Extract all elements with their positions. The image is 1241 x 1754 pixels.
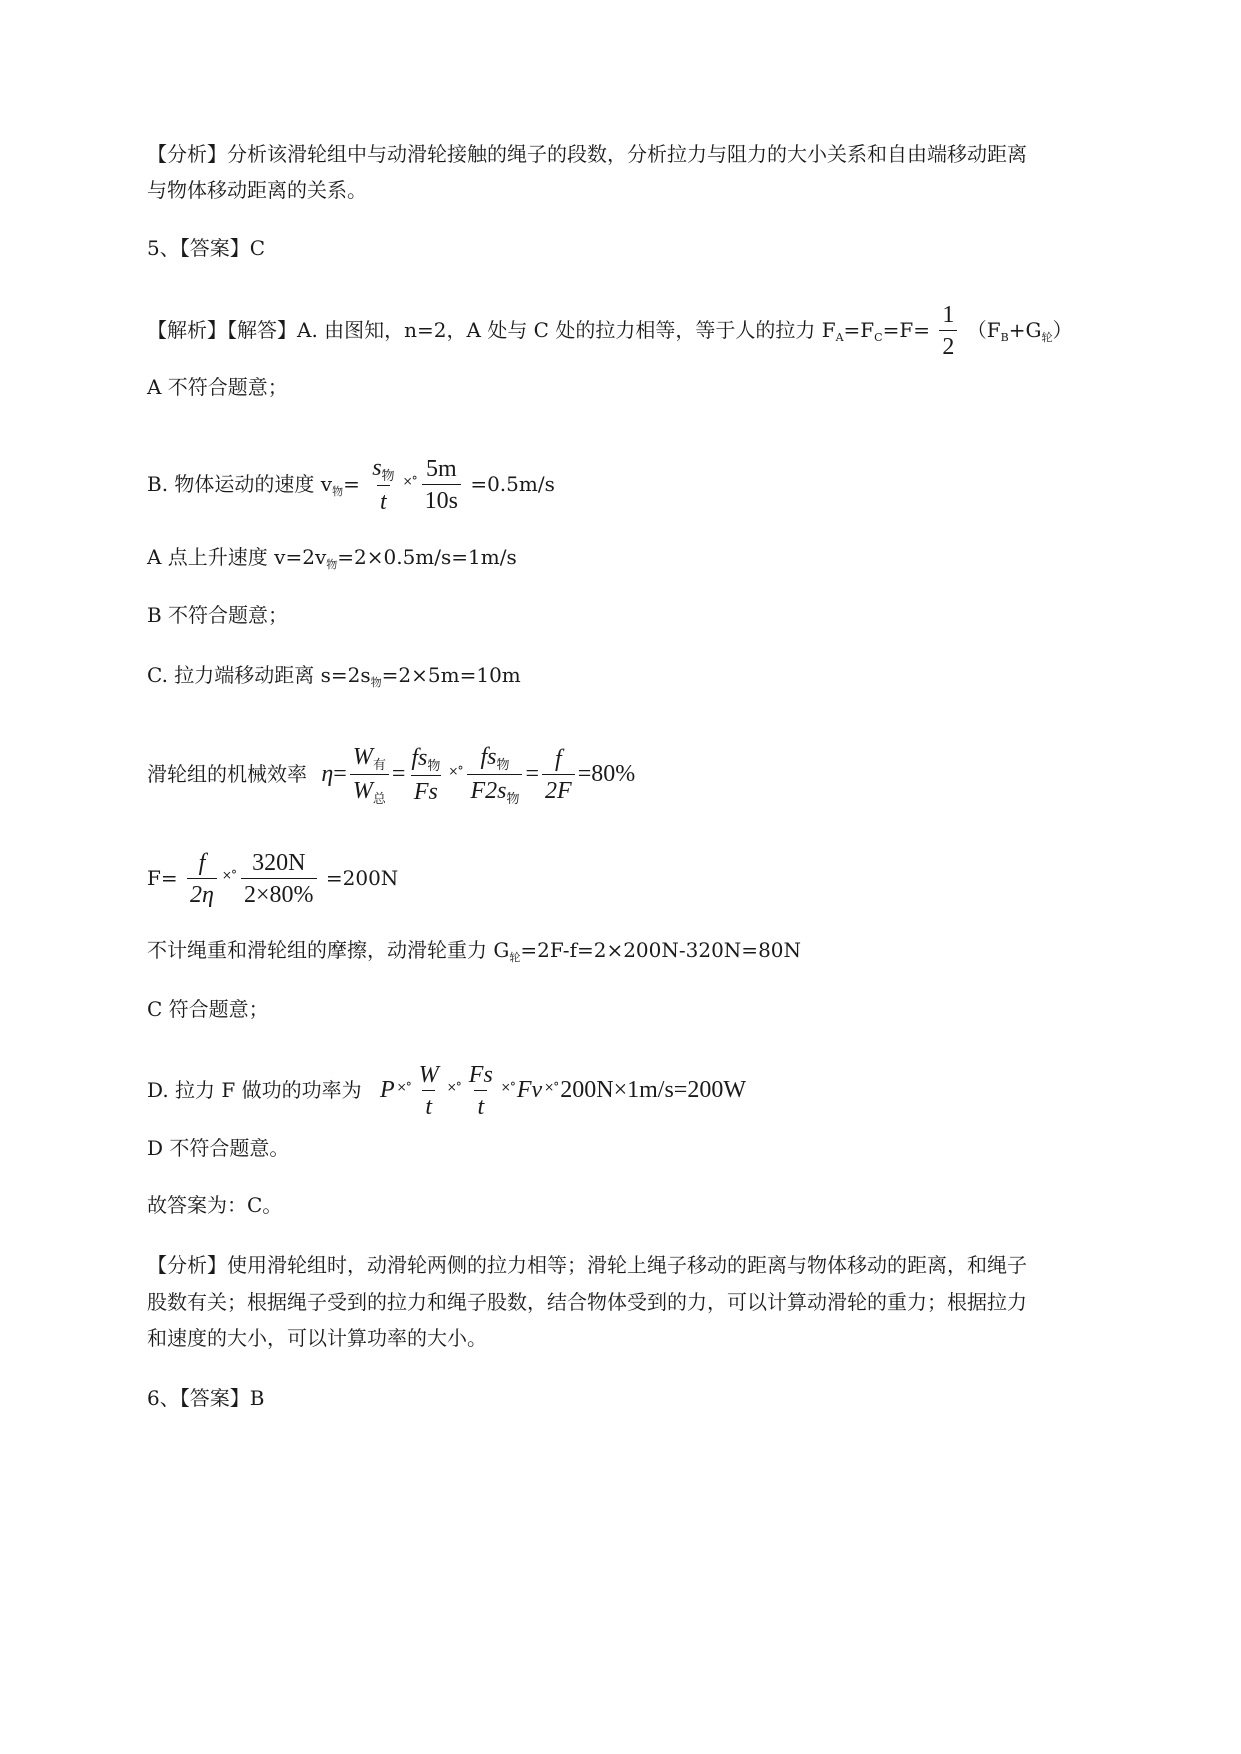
d-not-match: D 不符合题意。: [147, 1136, 290, 1160]
pulley-weight: 不计绳重和滑轮组的摩擦，动滑轮重力 $G_轮=2F-f=2\times 200N-320N=80N$: [147, 938, 802, 964]
solution-a-line: 【解析】【解答】A. 由图知，n=2，A 处与 C 处的拉力相等，等于人的拉力 $F_A=F_C=F=$ $\frac{1}{2}$ $(F_B+G_轮)$: [147, 302, 1073, 361]
efficiency-formula: 滑轮组的机械效率 η= $\frac{W_有}{W_总}$ = $\frac{fs_物}{Fs}$ ×° $\frac{fs_物}{F2s_物}$ = $\frac{f}{2F}$ =80%: [147, 744, 636, 807]
a-not-match: A 不符合题意；: [147, 375, 288, 399]
fraction-Fs-over-t: $\frac{Fs}{t}$: [468, 1062, 493, 1121]
analysis-line-2: 与物体移动距离的关系。: [147, 178, 367, 202]
point-a-speed: A 点上升速度 $v=2v_物=2\times 0.5m/s=1m/s$: [147, 545, 517, 571]
fraction-5m-over-10s: $\frac{5m}{10s}$: [422, 456, 461, 515]
solution-a-text: 【解析】【解答】A. 由图知，n=2，A 处与 C 处的拉力相等，等于人的拉力 F: [147, 317, 836, 342]
analysis2-line-1: 【分析】使用滑轮组时，动滑轮两侧的拉力相等；滑轮上绳子移动的距离与物体移动的距离，和绳子: [147, 1253, 1027, 1277]
b-not-match: B 不符合题意；: [147, 603, 289, 627]
analysis-line-1: 【分析】分析该滑轮组中与动滑轮接触的绳子的段数，分析拉力与阻力的大小关系和自由端移动距离: [147, 142, 1027, 166]
c-match: C 符合题意；: [147, 997, 269, 1021]
rope-distance: C. 拉力端移动距离 $s=2s_物=2\times 5m=10m$: [147, 663, 521, 689]
power-formula: D. 拉力 F 做功的功率为 P ×° $\frac{W}{t}$ ×° $\frac{Fs}{t}$ ×°Fv ×°200N×1m/s=200W: [147, 1062, 746, 1121]
fraction-s-over-t: $\frac{s_物}{t}$: [372, 455, 395, 516]
force-formula: F= $\frac{f}{2\eta}$ ×° $\frac{320N}{2\times 80\%}$ =200N: [147, 850, 399, 909]
analysis2-line-3: 和速度的大小，可以计算功率的大小。: [147, 1326, 487, 1350]
fraction-fs-over-Fs: $\frac{fs_物}{Fs}$: [411, 744, 441, 806]
question-6-answer: 6、【答案】B: [147, 1386, 265, 1410]
document-page: [147, 0, 1147, 1754]
speed-formula-line: B. 物体运动的速度 $v_物=$ $\frac{s_物}{t}$ ×° $\frac{5m}{10s}$ =0.5m/s: [147, 455, 555, 516]
fraction-w-over-t: $\frac{W}{t}$: [418, 1062, 439, 1121]
fraction-w-useful-over-w-total: $\frac{W_有}{W_总}$: [350, 744, 389, 807]
final-answer: 故答案为：C。: [147, 1193, 283, 1217]
question-5-answer: 5、【答案】C: [147, 236, 266, 260]
fraction-one-half: $\frac{1}{2}$: [939, 302, 957, 361]
analysis2-line-2: 股数有关；根据绳子受到的拉力和绳子股数，结合物体受到的力，可以计算动滑轮的重力；根据拉力: [147, 1290, 1027, 1314]
fraction-fs-over-F2s: $\frac{fs_物}{F2s_物}$: [467, 744, 522, 807]
fraction-f-over-2F: $\frac{f}{2F}$: [542, 746, 575, 805]
fraction-f-over-2eta: $\frac{f}{2\eta}$: [187, 850, 217, 909]
fraction-320N-over-2x80pct: $\frac{320N}{2\times 80\%}$: [241, 850, 317, 909]
